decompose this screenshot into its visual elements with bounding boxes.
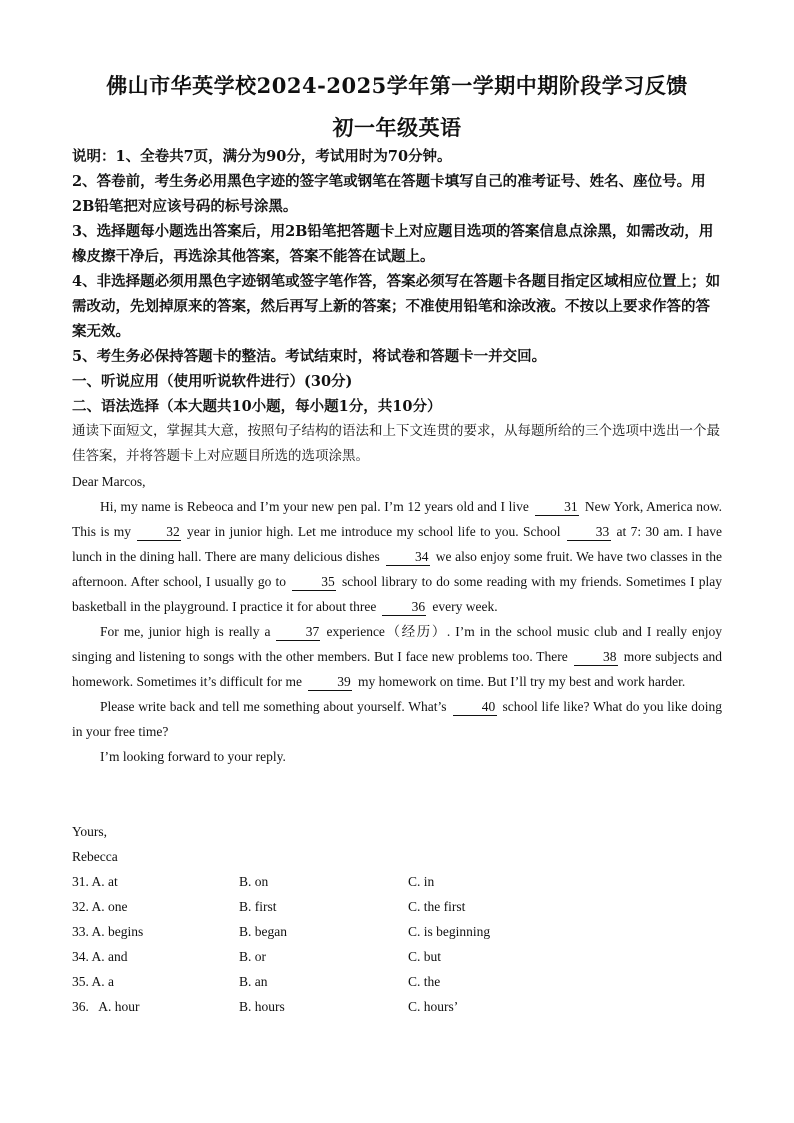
option-b: B. an [239, 974, 268, 989]
letter-paragraph-1 [72, 494, 722, 619]
option-b: B. hours [239, 999, 285, 1014]
passage-text: school life like? What do you like doing in your free time? [72, 699, 722, 739]
passage-text: For me, junior high is really a [100, 624, 271, 639]
section-directions: 通读下面短文，掌握其大意，按照句子结构的语法和上下文连贯的要求，从每题所给的三个选项中选出一个最佳答案，并将答题卡上对应题目所选的选项涂黑。 [72, 423, 720, 464]
blank-37: 37 [276, 623, 320, 641]
letter-signature: Rebecca [72, 849, 118, 864]
option-c: C. the first [408, 899, 466, 914]
section-heading-grammar: 二、语法选择（本大题共10小题，每小题1分，共10分） [72, 398, 442, 415]
passage-text: year in junior high. Let me introduce my school life to you. School [187, 524, 561, 539]
blank-39: 39 [308, 673, 352, 691]
passage-text: experience（经历）. I’m in the school music club and I really enjoy singing and listening to songs with the other members. But I face new problems too. There [72, 624, 723, 664]
option-a: 31. A. at [72, 874, 118, 889]
section-heading-listening: 一、听说应用（使用听说软件进行）(30分) [72, 373, 353, 390]
blank-36: 36 [382, 598, 426, 616]
letter-body [72, 494, 722, 769]
instruction-2: 2、答卷前，考生务必用黑色字迹的签字笔或钢笔在答题卡填写自己的准考证号、姓名、座位号。用2B铅笔把对应该号码的标号涂黑。 [72, 173, 706, 215]
blank-40: 40 [453, 698, 497, 716]
question-options-31 [72, 869, 722, 894]
option-c: C. but [408, 949, 442, 964]
passage-text: more subjects and homework. Sometimes it’s difficult for me [72, 649, 722, 689]
question-options-34 [72, 944, 722, 969]
question-options-35 [72, 969, 722, 994]
letter-greeting: Dear Marcos, [72, 474, 146, 489]
instruction-3: 3、选择题每小题选出答案后，用2B铅笔把答题卡上对应题目选项的答案信息点涂黑，如需改动，用橡皮擦干净后，再选涂其他答案，答案不能答在试题上。 [72, 223, 714, 265]
instruction-1: 说明：1、全卷共7页，满分为90分，考试用时为70分钟。 [72, 148, 452, 165]
page-subtitle: 初一年级英语 [332, 115, 462, 140]
passage-text: we also enjoy some fruit. We have two classes in the afternoon. After school, I usually go to [72, 549, 722, 589]
blank-33: 33 [567, 523, 611, 541]
option-c: C. is beginning [408, 924, 491, 939]
option-c: C. hours’ [408, 999, 459, 1014]
option-b: B. or [239, 949, 266, 964]
blank-32: 32 [137, 523, 181, 541]
option-a: 36. A. hour [72, 999, 140, 1014]
option-c: C. in [408, 874, 435, 889]
passage-text: my homework on time. But I’ll try my best and work harder. [357, 674, 686, 689]
option-a: 35. A. a [72, 974, 114, 989]
instruction-5: 5、考生务必保持答题卡的整洁。考试结束时，将试卷和答题卡一并交回。 [72, 348, 547, 365]
passage-text: every week. [432, 599, 498, 614]
question-options-36 [72, 994, 722, 1019]
instruction-4: 4、非选择题必须用黑色字迹钢笔或签字笔作答，答案必须写在答题卡各题目指定区域相应位置上；如需改动，先划掉原来的答案，然后再写上新的答案；不准使用铅笔和涂改液。不按以上要求作答的答案无效。 [72, 273, 721, 340]
passage-text: Please write back and tell me something about yourself. What’s [100, 699, 447, 714]
option-b: B. first [239, 899, 277, 914]
option-b: B. on [239, 874, 269, 889]
option-a: 33. A. begins [72, 924, 144, 939]
letter-paragraph-4: I’m looking forward to your reply. [100, 749, 286, 764]
question-options-32 [72, 894, 722, 919]
option-a: 34. A. and [72, 949, 128, 964]
letter-closing: Yours, [72, 824, 108, 839]
passage-text: Hi, my name is Rebeoca and I’m your new pen pal. I’m 12 years old and I live [100, 499, 529, 514]
passage-text: New York, America now. This is my [72, 499, 722, 539]
passage-text: at 7: 30 am. I have lunch in the dining hall. There are many delicious dishes [72, 524, 722, 564]
blank-38: 38 [574, 648, 618, 666]
option-a: 32. A. one [72, 899, 128, 914]
blank-35: 35 [292, 573, 336, 591]
blank-31: 31 [535, 498, 579, 516]
letter-paragraph-3 [72, 694, 722, 744]
letter-paragraph-2 [72, 619, 722, 694]
blank-34: 34 [386, 548, 430, 566]
option-b: B. began [239, 924, 287, 939]
question-options-33 [72, 919, 722, 944]
option-c: C. the [408, 974, 441, 989]
passage-text: school library to do some reading with my friends. Sometimes I play basketball in the playground. I practice it for about three [72, 574, 722, 614]
page-title: 佛山市华英学校2024-2025学年第一学期中期阶段学习反馈 [106, 73, 688, 98]
